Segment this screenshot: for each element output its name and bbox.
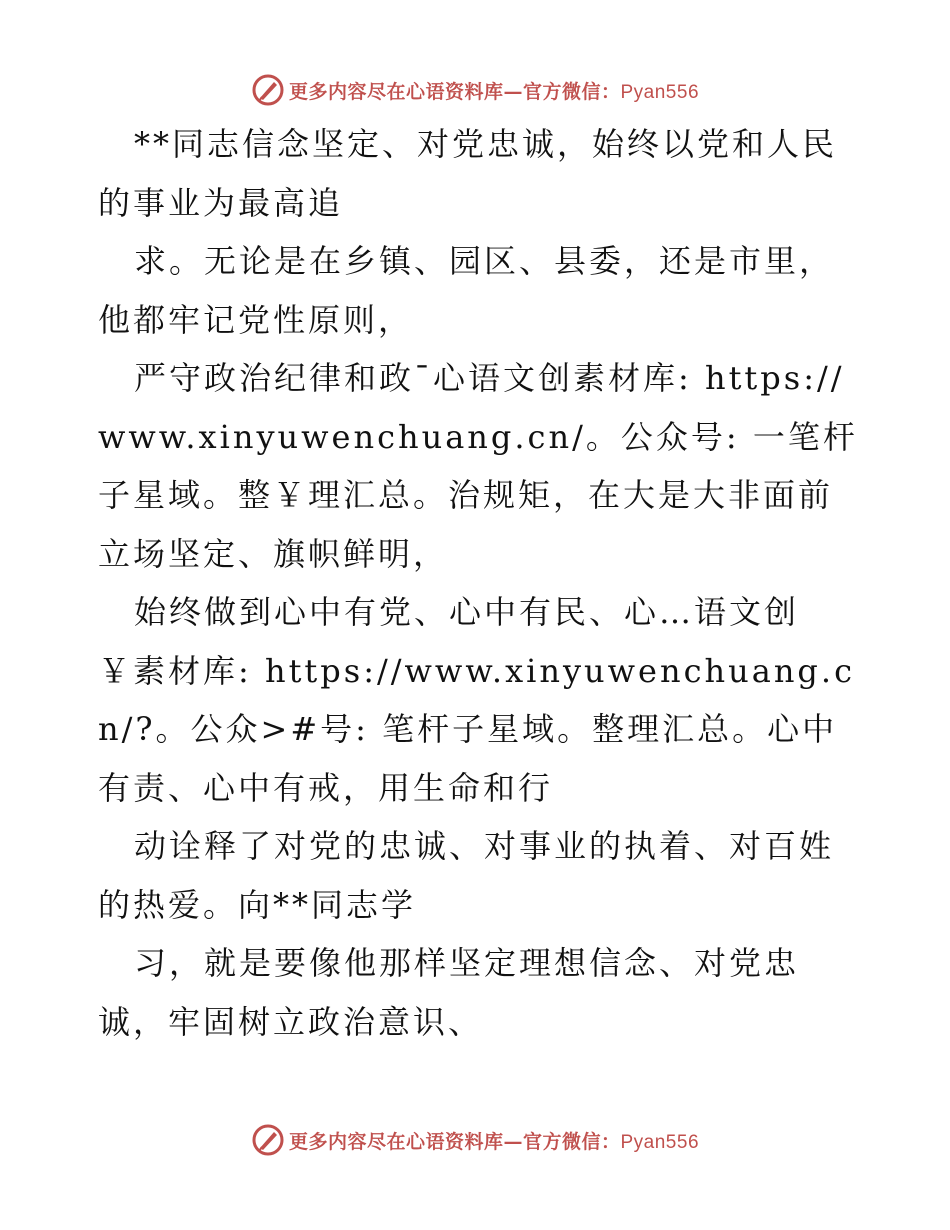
header-banner <box>0 70 950 110</box>
banner-main-text: 更多内容尽在心语资料库—官方微信： <box>288 80 621 103</box>
paragraph: 习，就是要像他那样坚定理想信念、对党忠诚，牢固树立政治意识、 <box>98 944 800 1041</box>
banner-text <box>289 1127 699 1154</box>
paragraph: 求。无论是在乡镇、园区、县委，还是市里，他都牢记党性原则， <box>98 242 835 339</box>
banner-wechat-id: Pyan556 <box>620 1131 700 1153</box>
banner-wechat-id: Pyan556 <box>620 81 700 103</box>
paragraph: 动诠释了对党的忠诚、对事业的执着、对百姓的热爱。向**同志学 <box>98 827 835 924</box>
paragraph: **同志信念坚定、对党忠诚，始终以党和人民的事业为最高追 <box>98 125 838 222</box>
paragraph: 始终做到心中有党、心中有民、心…语文创￥素材库: https://www.xinyuwenchuang.cn/?。公众>#号: 笔杆子星域。整理汇总。心中有责、心中有戒，用生命和行 <box>98 593 856 807</box>
feather-pen-logo-icon <box>251 1123 285 1157</box>
feather-pen-logo-icon <box>251 73 285 107</box>
banner-main-text: 更多内容尽在心语资料库—官方微信： <box>288 1130 621 1153</box>
paragraph: 严守政治纪律和政¯心语文创素材库: https://www.xinyuwenchuang.cn/。公众号: 一笔杆子星域。整￥理汇总。治规矩，在大是大非面前立场坚定、旗帜鲜明， <box>98 359 858 573</box>
footer-banner <box>0 1120 950 1160</box>
banner-text <box>289 77 699 104</box>
document-body <box>98 115 858 1051</box>
